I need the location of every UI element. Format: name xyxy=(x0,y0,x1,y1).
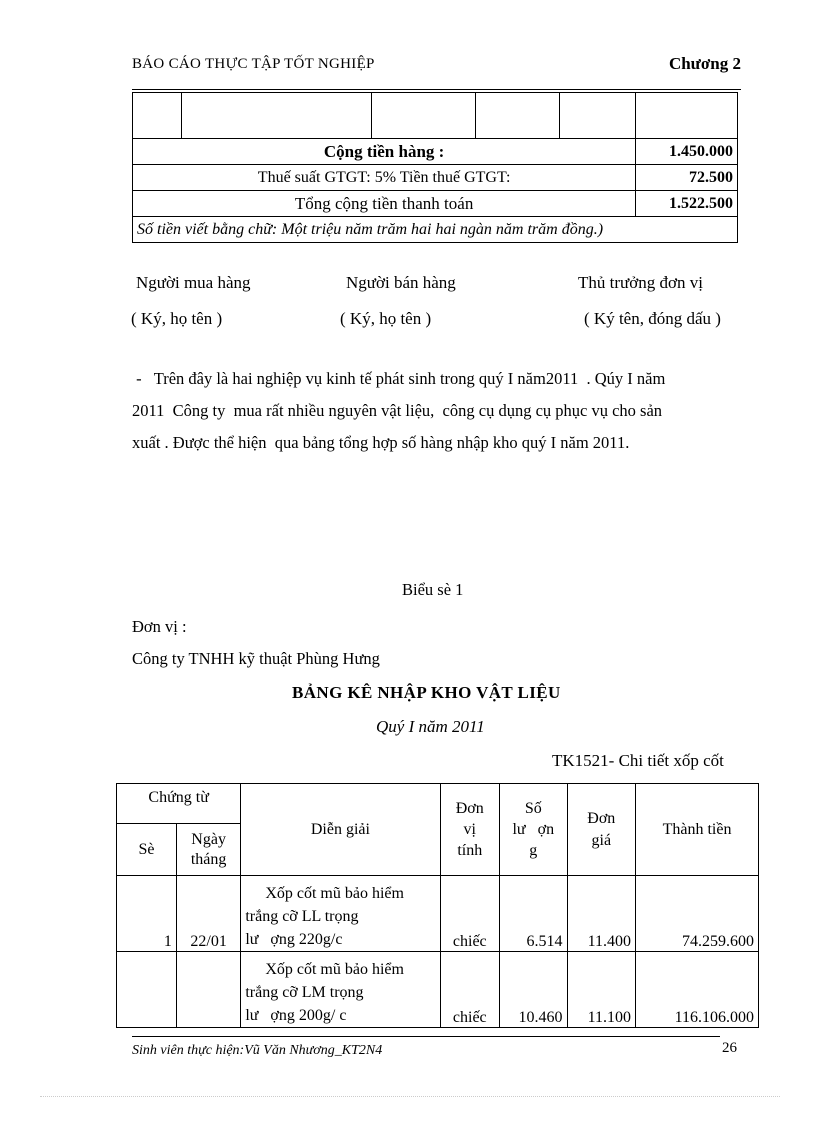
unit-header-line1: Đơn xyxy=(455,800,484,817)
footer-divider xyxy=(132,1036,720,1037)
row-amount: 74.259.600 xyxy=(636,876,759,952)
total-label: Tổng cộng tiền thanh toán xyxy=(133,191,636,217)
subtotal-value: 1.450.000 xyxy=(636,139,738,165)
row-desc-line2: trắng cỡ LL trọng xyxy=(245,908,359,925)
total-value: 1.522.500 xyxy=(636,191,738,217)
qty-header-line3: g xyxy=(529,842,538,859)
vat-value: 72.500 xyxy=(636,165,738,191)
row-description xyxy=(241,876,440,952)
row-desc-line1: Xốp cốt mũ bảo hiểm xyxy=(265,885,404,902)
row-description xyxy=(241,952,440,1028)
empty-item-row xyxy=(133,93,738,139)
row-desc-line2: trắng cỡ LM trọng xyxy=(245,984,364,1001)
account-label: TK1521- Chi tiết xốp cốt xyxy=(552,751,724,770)
no-header: Sè xyxy=(117,824,177,876)
receipt-table xyxy=(116,783,759,1028)
qty-header-line2: lư ợn xyxy=(512,821,555,838)
price-header-line1: Đơn xyxy=(587,809,616,827)
row-unit: chiếc xyxy=(440,876,499,952)
date-header-line2: tháng xyxy=(190,850,227,868)
amount-in-words: Số tiền viết bằng chữ: Một triệu năm trăm hai hai ngàn năm trăm đồng.) xyxy=(133,217,738,243)
seller-sign-note: ( Ký, họ tên ) xyxy=(340,309,432,328)
company-name: Công ty TNHH kỹ thuật Phùng Hưng xyxy=(132,649,380,668)
date-header xyxy=(176,824,240,876)
paragraph-line-2: 2011 Công ty mua rất nhiều nguyên vật liệu, công cụ dụng cụ phục vụ cho sản xyxy=(132,401,663,420)
unit-header-line3: tính xyxy=(457,842,483,859)
price-header-line2: giá xyxy=(591,831,612,849)
row-unit: chiếc xyxy=(440,952,499,1028)
table-row xyxy=(117,876,759,952)
row-amount: 116.106.000 xyxy=(636,952,759,1028)
row-price: 11.400 xyxy=(567,876,635,952)
price-header xyxy=(567,784,635,876)
chapter-label: Chương 2 xyxy=(668,54,741,73)
body-paragraph xyxy=(132,363,742,459)
row-date xyxy=(176,952,240,1028)
paragraph-line-3: xuất . Được thể hiện qua bảng tổng hợp số hàng nhập kho quý I năm 2011. xyxy=(132,433,630,452)
period-label: Quý I năm 2011 xyxy=(376,717,485,736)
paragraph-line-1: - Trên đây là hai nghiệp vụ kinh tế phát sinh trong quý I năm2011 . Qúy I năm xyxy=(132,369,666,388)
row-qty: 10.460 xyxy=(500,952,568,1028)
buyer-label: Người mua hàng xyxy=(136,273,251,292)
footer-author: Sinh viên thực hiện:Vũ Văn Nhương_KT2N4 xyxy=(132,1043,383,1058)
qty-header xyxy=(500,784,568,876)
unit-label: Đơn vị : xyxy=(132,617,187,636)
page-bottom-edge xyxy=(40,1096,780,1097)
header-divider xyxy=(132,89,741,90)
unit-header-line2: vị xyxy=(463,821,476,838)
invoice-summary-table xyxy=(132,92,738,243)
row-no xyxy=(117,952,177,1028)
buyer-sign-note: ( Ký, họ tên ) xyxy=(131,309,223,328)
amount-header: Thành tiền xyxy=(636,784,759,876)
voucher-header: Chứng từ xyxy=(117,784,241,824)
table-row xyxy=(117,952,759,1028)
vat-label: Thuế suất GTGT: 5% Tiền thuế GTGT: xyxy=(133,165,636,191)
director-sign-note: ( Ký tên, đóng dấu ) xyxy=(584,309,721,328)
page-number: 26 xyxy=(722,1040,737,1056)
row-desc-line1: Xốp cốt mũ bảo hiểm xyxy=(265,961,404,978)
header-title: BÁO CÁO THỰC TẬP TỐT NGHIỆP xyxy=(132,56,375,72)
row-desc-line3: lư ợng 220g/c xyxy=(245,931,343,948)
form-label: Biểu sè 1 xyxy=(402,580,464,599)
date-header-line1: Ngày xyxy=(191,830,226,848)
director-label: Thủ trưởng đơn vị xyxy=(578,273,703,292)
qty-header-line1: Số xyxy=(524,800,542,817)
document-title: BẢNG KÊ NHẬP KHO VẬT LIỆU xyxy=(292,683,561,702)
row-date: 22/01 xyxy=(176,876,240,952)
row-no: 1 xyxy=(117,876,177,952)
desc-header: Diễn giải xyxy=(241,784,440,876)
row-price: 11.100 xyxy=(567,952,635,1028)
unit-header xyxy=(440,784,499,876)
row-desc-line3: lư ợng 200g/ c xyxy=(245,1007,347,1024)
seller-label: Người bán hàng xyxy=(346,273,456,292)
row-qty: 6.514 xyxy=(500,876,568,952)
subtotal-label: Cộng tiền hàng : xyxy=(133,139,636,165)
